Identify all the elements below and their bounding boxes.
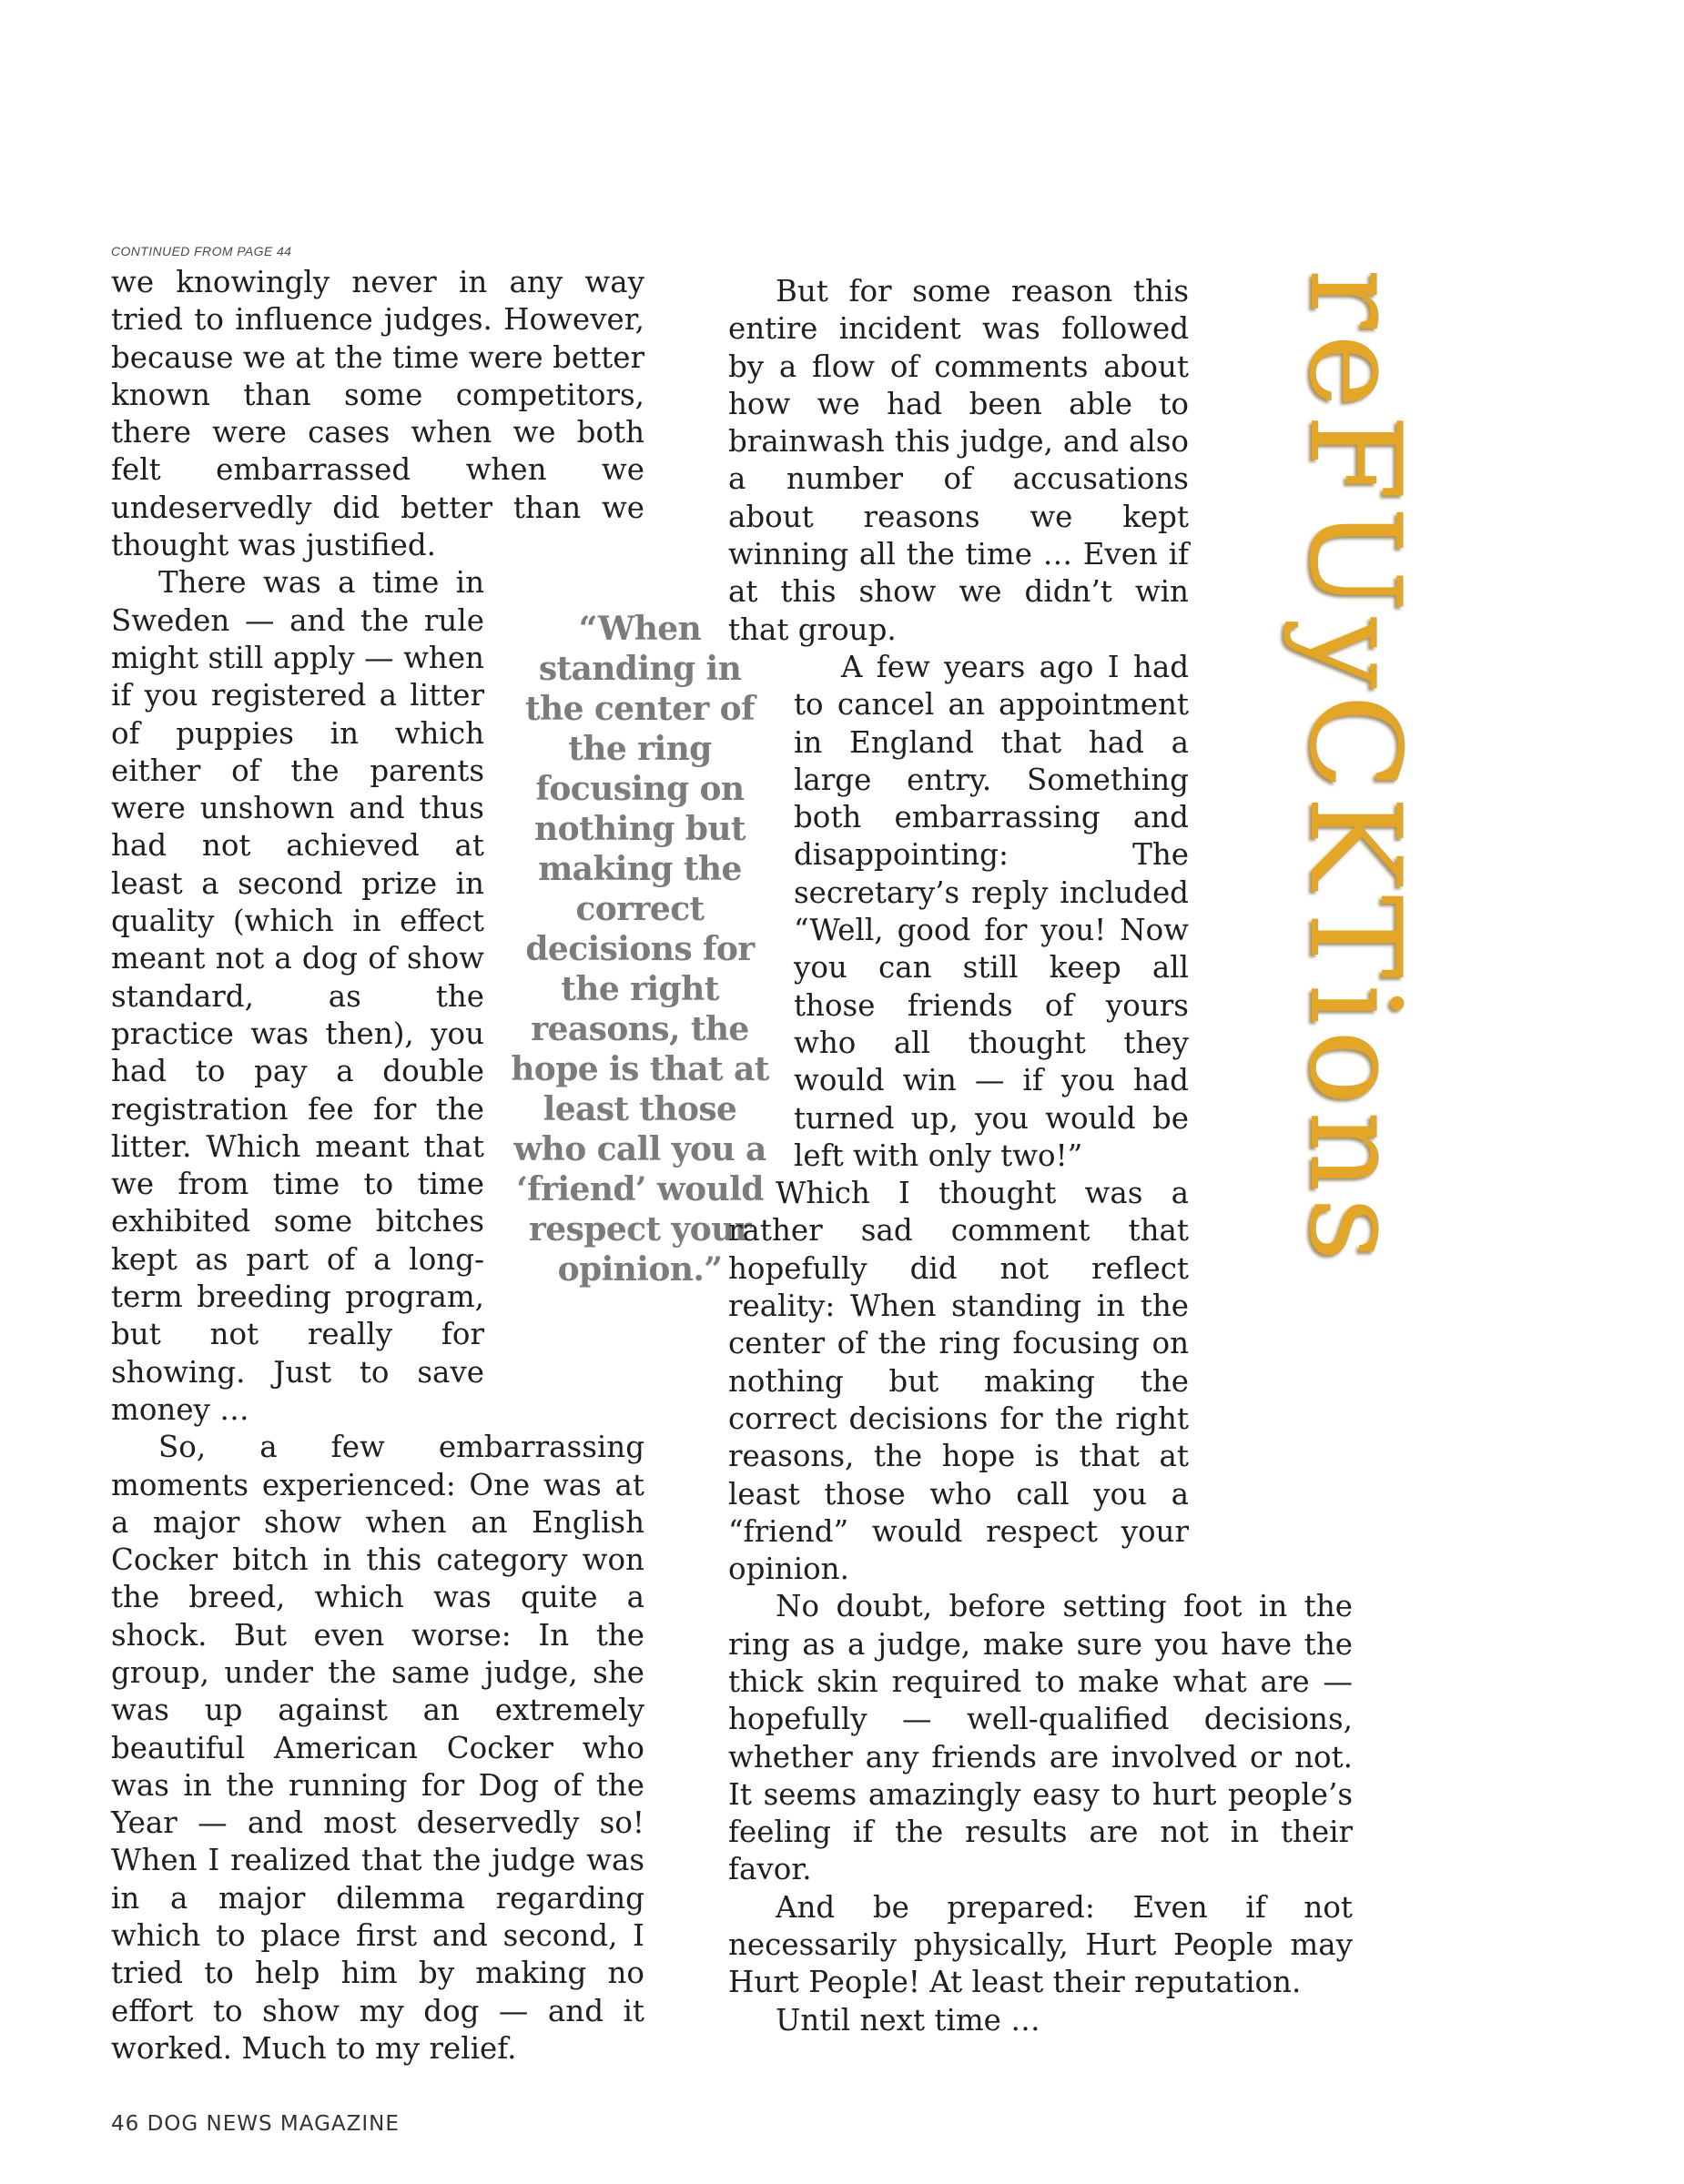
left-paragraph-1: we knowingly never in any way tried to influence judges. However, because we at the time were better known than some competitors, there were cases when we both felt embarrassed when we undeservedly did better than we thought was justified. (111, 265, 644, 563)
right-paragraph-3: Which I thought was a rather sad comment that hopefully did not reflect reality: When standing in the center of the ring focusing on nothing but making the correct decisions for the right reasons, the hope is that at least those who call you a “friend” would respect your opinion. (728, 1176, 1189, 1587)
left-paragraph-3: So, a few embarrassing moments experienced: One was at a major show when an English Cocker bitch in this category won the breed, which was quite a shock. But even worse: In the group, under the same judge, she was up against an extremely beautiful American Cocker who was in the running for Dog of the Year — and most deservedly so! When I realized that the judge was in a major dilemma regarding which to place first and second, I tried to help him by making no effort to show my dog — and it worked. Much to my relief. (111, 1430, 644, 2066)
right-column (728, 273, 1353, 2039)
right-paragraph-5: And be prepared: Even if not necessarily physically, Hurt People may Hurt People! At least their reputation. (728, 1889, 1353, 2000)
section-title: reFUyCKTions (1282, 268, 1428, 1268)
right-paragraph-4: No doubt, before setting foot in the ring as a judge, make sure you have the thick skin required to make what are — hopefully — well-qualified decisions, whether any friends are involved or not. It seems amazingly easy to hurt people’s feeling if the results are not in their favor. (728, 1589, 1353, 1887)
right-paragraph-2: A few years ago I had to cancel an appointment in England that had a large entry. Something both embarrassing and disappointing: The secretary’s reply included “Well, good for you! Now you can still keep all those friends of yours who all thought they would win — if you had turned up, you would be left with only two!” (794, 649, 1189, 1173)
page-folio: 46 DOG NEWS MAGAZINE (111, 2112, 400, 2136)
right-paragraph-6: Until next time … (776, 2002, 1040, 2037)
pull-quote: “When standing in the center of the ring focusing on nothing but making the correct decisions for the right reasons, the hope is that at least those who call you a ‘friend’ would respect your opinion.” (511, 610, 769, 1289)
left-paragraph-2: There was a time in Sweden — and the rule might still apply — when if you registered a litter of puppies in which either of the parents were unshown and thus had not achieved at least a second prize in quality (which in effect meant not a dog of show standard, as the practice was then), you had to pay a double registration fee for the litter. Which meant that we from time to time exhibited some bitches kept as part of a long-term breeding program, but not really for showing. Just to save money … (111, 565, 484, 1427)
continued-from-label: CONTINUED FROM PAGE 44 (111, 244, 292, 258)
right-paragraph-1: But for some reason this entire incident was followed by a flow of comments about how we had been able to brainwash this judge, and also a number of accusations about reasons we kept winning all the time … Even if at this show we didn’t win that group. (728, 274, 1189, 647)
